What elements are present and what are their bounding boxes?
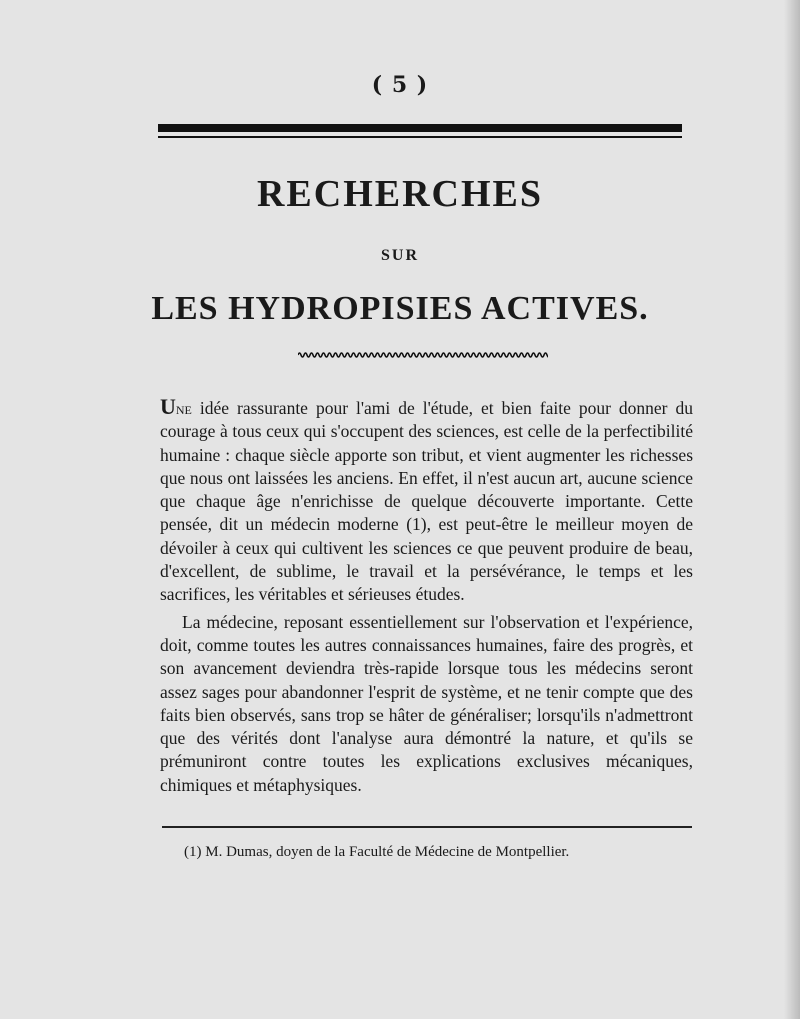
small-caps-lead: ne bbox=[175, 398, 192, 418]
footnote: (1) M. Dumas, doyen de la Faculté de Médecine de Montpellier. bbox=[184, 844, 570, 860]
paragraph-2: La médecine, reposant essentiellement sur l'observation et l'expérience, doit, comme toutes les autres connaissances humaines, faire des progrès, et son avancement deviendra très-rapide lorsque tous les médecins seront assez sages pour abandonner l'esprit de système, et ne tenir compte que des faits bien observés, sans trop se hâter de généraliser; lorsqu'ils n'admettront que des vérités dont l'analyse aura démontré la nature, et qu'ils se prémuniront contre toutes les explications exclusives mécaniques, chimiques et métaphysiques. bbox=[160, 611, 693, 795]
page-edge-shadow bbox=[784, 0, 800, 1019]
drop-cap: U bbox=[160, 394, 176, 419]
header-rule-thick bbox=[158, 124, 682, 132]
title-subtitle: LES HYDROPISIES ACTIVES. bbox=[151, 290, 649, 327]
paragraph-1-text: idée rassurante pour l'ami de l'étude, et bien faite pour donner du courage à tous ceux qui s'occupent des sciences, est celle de la perfectibilité humaine : chaque siècle apporte son tribut, et vient augmenter les richesses que nous ont laissées les anciens. En effet, il n'est aucun art, aucune science que chaque âge n'enrichisse de quelque découverte importante. Cette pensée, dit un médecin moderne (1), est peut-être le meilleur moyen de dévoiler à ceux qui cultivent les sciences ce que peuvent produire de beau, d'excellent, de sublime, le travail et la persévérance, le temps et les sacrifices, les véritables et sérieuses études. bbox=[160, 398, 693, 605]
footnote-rule bbox=[162, 826, 692, 828]
header-rule-thin bbox=[158, 136, 682, 138]
paragraph-1 bbox=[160, 395, 693, 607]
ornamental-wavy-rule bbox=[298, 350, 548, 360]
page-number: ( 5 ) bbox=[371, 72, 429, 98]
title-main: RECHERCHES bbox=[256, 173, 544, 215]
title-connector: SUR bbox=[380, 247, 419, 264]
body-text bbox=[160, 395, 693, 797]
